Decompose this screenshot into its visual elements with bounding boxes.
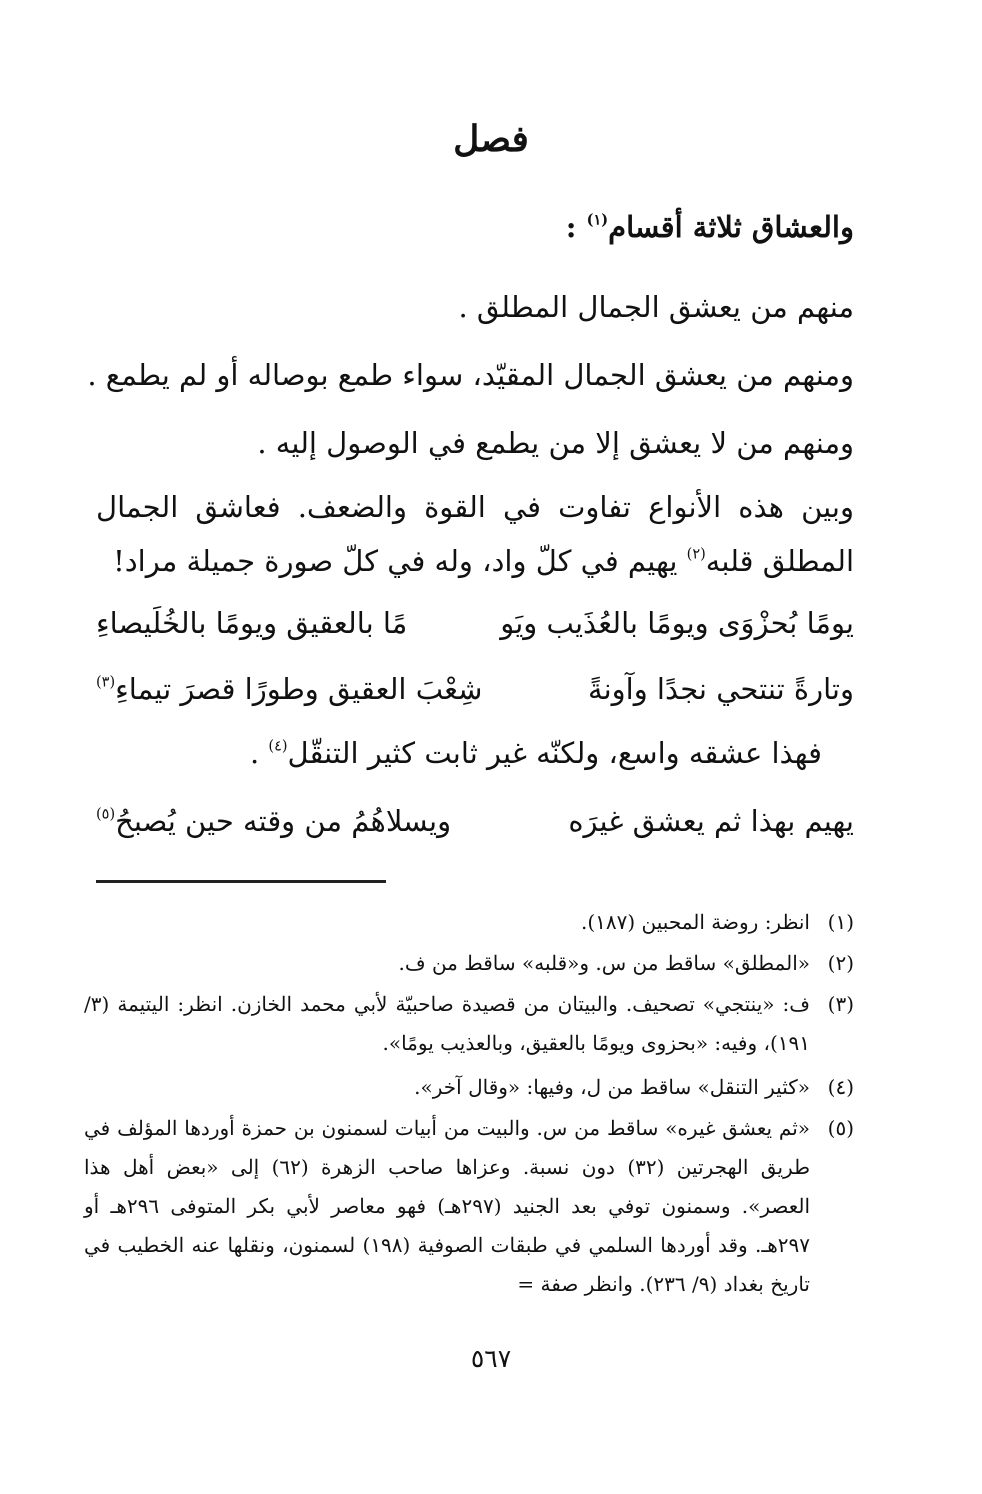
verse-1 <box>96 606 854 640</box>
footnote-ref-4: (٤) <box>268 738 288 755</box>
paragraph-conclusion <box>96 736 822 770</box>
intro-text: والعشاق ثلاثة أقسام <box>608 210 854 244</box>
footnote-ref-3: (٣) <box>96 674 116 691</box>
footnote-4-number: (٤) <box>827 1075 854 1099</box>
footnote-4 <box>84 1068 854 1107</box>
footnote-1 <box>84 903 854 942</box>
verse-2-second-hemistich: شِعْبَ العقيق وطورًا قصرَ تيماءِ$^{(٣)}$ <box>96 672 483 706</box>
footnote-5-number: (٥) <box>827 1116 854 1140</box>
footnote-5 <box>84 1109 854 1304</box>
verse-1-first-hemistich: يومًا بُحزْوَى ويومًا بالعُذَيب ويَو <box>500 606 854 640</box>
verse-3-first-hemistich: يهيم بهذا ثم يعشق غيرَه <box>568 804 854 838</box>
intro-end: : <box>565 210 587 244</box>
section-heading: فصل <box>453 118 529 160</box>
footnote-ref-5: (٥) <box>96 806 116 823</box>
page-number: ٥٦٧ <box>470 1344 512 1373</box>
footnote-1-number: (١) <box>827 910 854 934</box>
footnote-2-number: (٢) <box>827 951 854 975</box>
verse-2 <box>96 672 854 706</box>
verse-2-first-hemistich: وتارةً تنتحي نجدًا وآونةً <box>588 672 854 706</box>
footnote-separator <box>96 880 386 883</box>
footnote-1-text: انظر: روضة المحبين (١٨٧). <box>580 910 810 934</box>
footnote-ref-1: (١) <box>586 211 609 229</box>
footnote-4-text: «كثير التنقل» ساقط من ل، وفيها: «وقال آخر». <box>414 1075 810 1099</box>
paragraph-type-2: ومنهم من يعشق الجمال المقيّد، سواء طمع بوصاله أو لم يطمع . <box>87 358 854 392</box>
footnote-3-number: (٣) <box>827 992 854 1016</box>
footnote-ref-2: (٢) <box>686 546 706 563</box>
verse-1-second-hemistich: مًا بالعقيق ويومًا بالخُلَيصاءِ <box>96 606 408 640</box>
footnote-3 <box>84 985 854 1063</box>
paragraph-comparison-line-2 <box>96 544 854 578</box>
footnote-2 <box>84 944 854 983</box>
comparison-text-a: المطلق قلبه <box>705 544 854 578</box>
paragraph-type-1: منهم من يعشق الجمال المطلق . <box>458 290 854 324</box>
conclusion-end: . <box>249 736 269 770</box>
comparison-text-b: يهيم في كلّ واد، وله في كلّ صورة جميلة مراد! <box>113 544 687 578</box>
paragraph-comparison-line-1: وبين هذه الأنواع تفاوت في القوة والضعف. فعاشق الجمال <box>96 490 854 524</box>
footnote-3-text: ف: «ينتجي» تصحيف. والبيتان من قصيدة صاحبيّة لأبي محمد الخازن. انظر: اليتيمة (٣/ ١٩١)، وفيه: «بحزوى ويومًا بالعقيق، وبالعذيب يومًا». <box>84 992 810 1055</box>
conclusion-text: فهذا عشقه واسع، ولكنّه غير ثابت كثير التنقّل <box>287 736 822 770</box>
verse-3 <box>96 804 854 838</box>
paragraph-type-3: ومنهم من لا يعشق إلا من يطمع في الوصول إليه . <box>257 426 854 460</box>
footnote-2-text: «المطلق» ساقط من س. و«قلبه» ساقط من ف. <box>398 951 810 975</box>
paragraph-intro <box>96 210 854 244</box>
footnote-5-text: «ثم يعشق غيره» ساقط من س. والبيت من أبيات لسمنون بن حمزة أوردها المؤلف في طريق الهجرتين (٣٢) دون نسبة. وعزاها صاحب الزهرة (٦٢) إلى «بعض أهل هذا العصر». وسمنون توفي بعد الجنيد (٢٩٧هـ) فهو معاصر لأبي بكر المتوفى ٢٩٦هـ أو ٢٩٧هـ. وقد أوردها السلمي في طبقات الصوفية (١٩٨) لسمنون، ونقلها عنه الخطيب في تاريخ بغداد (٩/ ٢٣٦). وانظر صفة = <box>84 1116 811 1296</box>
verse-3-second-hemistich: ويسلاهُمُ من وقته حين يُصبحُ$^{(٥)}$ <box>96 804 452 838</box>
